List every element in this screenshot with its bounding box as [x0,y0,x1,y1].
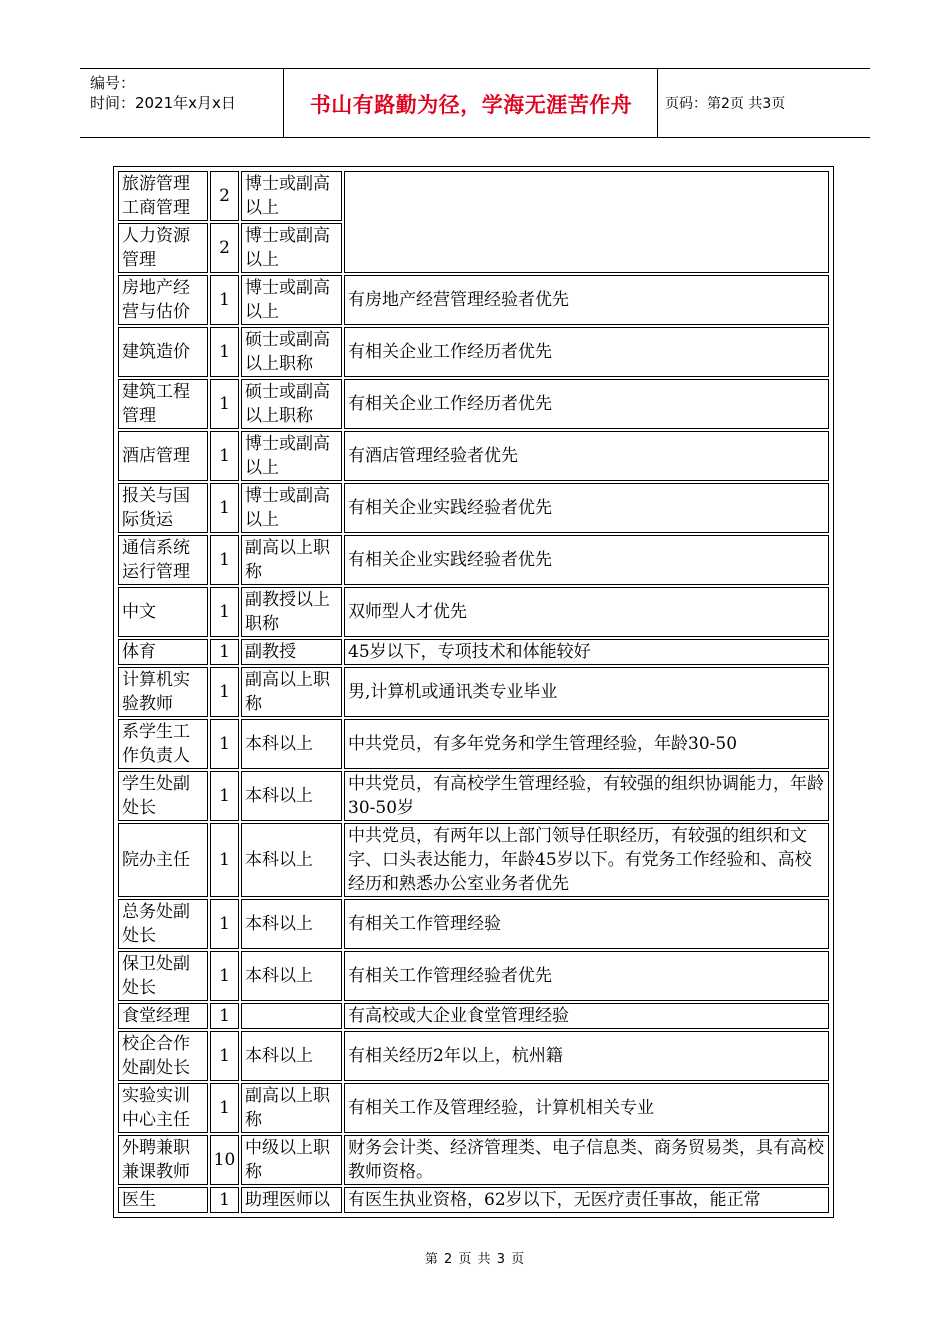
requirement-cell [241,1003,342,1029]
note-cell: 有相关企业工作经历者优先 [344,379,829,429]
table-row [118,431,829,481]
time-label: 时间：2021年x月x日 [90,94,236,112]
note-cell: 有酒店管理经验者优先 [344,431,829,481]
requirement-cell: 本科以上 [241,823,342,897]
position-cell: 实验实训中心主任 [118,1083,208,1133]
table-row [118,483,829,533]
note-cell: 中共党员，有多年党务和学生管理经验，年龄30-50 [344,719,829,769]
requirement-cell: 硕士或副高以上职称 [241,379,342,429]
position-cell: 外聘兼职兼课教师 [118,1135,208,1185]
requirement-cell: 本科以上 [241,771,342,821]
note-cell: 双师型人才优先 [344,587,829,637]
table-row [118,719,829,769]
position-cell: 系学生工作负责人 [118,719,208,769]
table-row [118,327,829,377]
page-info: 页码：第2页 共3页 [665,96,786,112]
recruitment-table [113,166,834,1218]
header-motto: 书山有路勤为径，学海无涯苦作舟 [309,93,633,117]
count-cell: 1 [210,823,239,897]
page-footer: 第 2 页 共 3 页 [424,1252,526,1267]
requirement-cell: 副高以上职称 [241,535,342,585]
note-cell: 有相关经历2年以上，杭州籍 [344,1031,829,1081]
position-cell: 建筑造价 [118,327,208,377]
count-cell: 10 [210,1135,239,1185]
count-cell: 1 [210,951,239,1001]
table-row [118,639,829,665]
requirement-cell: 本科以上 [241,719,342,769]
note-cell: 财务会计类、经济管理类、电子信息类、商务贸易类，具有高校教师资格。 [344,1135,829,1185]
position-cell: 通信系统运行管理 [118,535,208,585]
count-cell: 1 [210,587,239,637]
requirement-cell: 助理医师以 [241,1187,342,1213]
note-cell: 有相关企业工作经历者优先 [344,327,829,377]
count-cell: 1 [210,639,239,665]
requirement-cell: 硕士或副高以上职称 [241,327,342,377]
count-cell: 1 [210,275,239,325]
note-cell: 中共党员，有两年以上部门领导任职经历，有较强的组织和文字、口头表达能力，年龄45岁以下。有党务工作经验和、高校经历和熟悉办公室业务者优先 [344,823,829,897]
note-cell [344,171,829,273]
table-row [118,587,829,637]
table-row [118,379,829,429]
count-cell: 2 [210,223,239,273]
note-cell: 有相关工作管理经验者优先 [344,951,829,1001]
count-cell: 1 [210,1083,239,1133]
position-cell: 计算机实验教师 [118,667,208,717]
position-cell: 人力资源管理 [118,223,208,273]
requirement-cell: 副高以上职称 [241,1083,342,1133]
requirement-cell: 本科以上 [241,1031,342,1081]
serial-label: 编号： [90,74,136,92]
position-cell: 报关与国际货运 [118,483,208,533]
note-cell: 中共党员，有高校学生管理经验，有较强的组织协调能力，年龄30-50岁 [344,771,829,821]
note-cell: 有相关工作管理经验 [344,899,829,949]
header-divider [657,69,658,137]
requirement-cell: 博士或副高以上 [241,431,342,481]
table-row [118,1083,829,1133]
requirement-cell: 中级以上职称 [241,1135,342,1185]
requirement-cell: 副教授 [241,639,342,665]
count-cell: 1 [210,535,239,585]
table-row [118,275,829,325]
header-divider [283,69,284,137]
table-row [118,1031,829,1081]
requirement-cell: 博士或副高以上 [241,223,342,273]
requirement-cell: 副教授以上职称 [241,587,342,637]
position-cell: 酒店管理 [118,431,208,481]
note-cell: 男,计算机或通讯类专业毕业 [344,667,829,717]
count-cell: 1 [210,1003,239,1029]
requirement-cell: 博士或副高以上 [241,483,342,533]
count-cell: 1 [210,327,239,377]
position-cell: 房地产经营与估价 [118,275,208,325]
count-cell: 1 [210,667,239,717]
table-row [118,535,829,585]
header-left [90,73,236,113]
count-cell: 1 [210,899,239,949]
count-cell: 1 [210,483,239,533]
note-cell: 有相关企业实践经验者优先 [344,483,829,533]
count-cell: 1 [210,1187,239,1213]
table-row [118,951,829,1001]
table-row [118,1135,829,1185]
requirement-cell: 本科以上 [241,899,342,949]
table-row [118,667,829,717]
note-cell: 有相关工作及管理经验，计算机相关专业 [344,1083,829,1133]
table-row [118,771,829,821]
note-cell: 45岁以下，专项技术和体能较好 [344,639,829,665]
position-cell: 中文 [118,587,208,637]
position-cell: 保卫处副处长 [118,951,208,1001]
count-cell: 1 [210,379,239,429]
position-cell: 校企合作处副处长 [118,1031,208,1081]
position-cell: 体育 [118,639,208,665]
count-cell: 1 [210,431,239,481]
table-row [118,1003,829,1029]
requirement-cell: 博士或副高以上 [241,275,342,325]
note-cell: 有高校或大企业食堂管理经验 [344,1003,829,1029]
position-cell: 食堂经理 [118,1003,208,1029]
position-cell: 医生 [118,1187,208,1213]
requirement-cell: 本科以上 [241,951,342,1001]
page-header [80,68,870,138]
position-cell: 学生处副处长 [118,771,208,821]
requirement-cell: 博士或副高以上 [241,171,342,221]
table-row [118,823,829,897]
table-row [118,899,829,949]
table-row [118,1187,829,1213]
count-cell: 1 [210,1031,239,1081]
position-cell: 建筑工程管理 [118,379,208,429]
count-cell: 1 [210,719,239,769]
note-cell: 有医生执业资格，62岁以下，无医疗责任事故，能正常 [344,1187,829,1213]
position-cell: 旅游管理工商管理 [118,171,208,221]
requirement-cell: 副高以上职称 [241,667,342,717]
note-cell: 有房地产经营管理经验者优先 [344,275,829,325]
note-cell: 有相关企业实践经验者优先 [344,535,829,585]
table-row [118,171,829,221]
count-cell: 1 [210,771,239,821]
position-cell: 总务处副处长 [118,899,208,949]
count-cell: 2 [210,171,239,221]
position-cell: 院办主任 [118,823,208,897]
